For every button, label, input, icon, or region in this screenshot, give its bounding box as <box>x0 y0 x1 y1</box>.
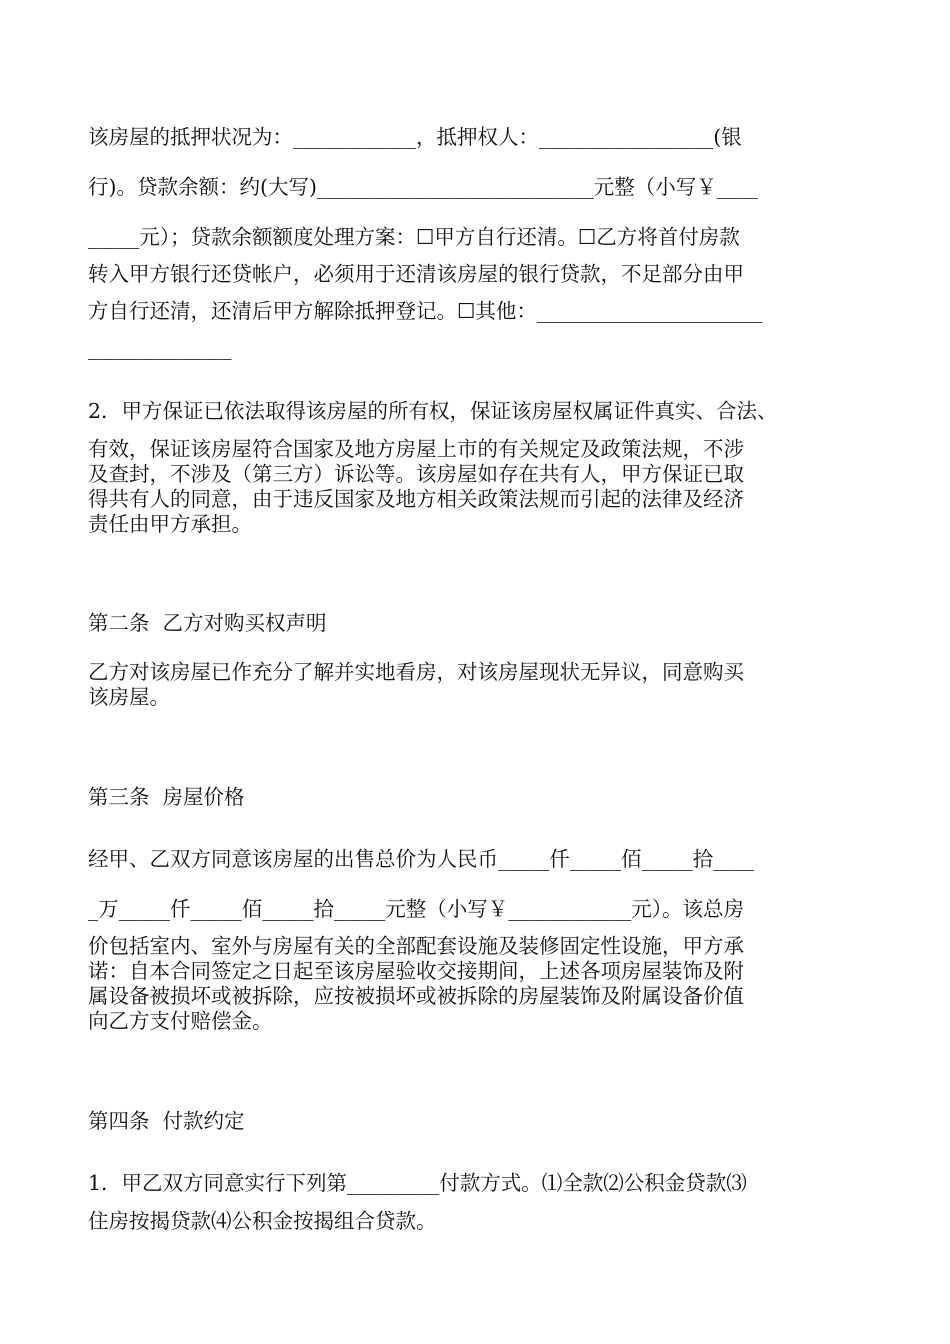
payment-method-line: 住房按揭贷款⑷公积金按揭组合贷款。 <box>88 1209 437 1233</box>
paragraph-line: 转入甲方银行还贷帐户，必须用于还清该房屋的银行贷款，不足部分由甲 <box>88 262 744 286</box>
price-line: _万_____仟_____佰_____拾_____元整（小写￥____________元）。该总房 <box>88 897 744 921</box>
clause-2-line: 2．甲方保证已依法取得该房屋的所有权，保证该房屋权属证件真实、合法、 <box>88 399 778 423</box>
price-line: 经甲、乙双方同意该房屋的出售总价为人民币_____仟_____佰_____拾____ <box>88 847 755 871</box>
paragraph-line: 方自行还清，还清后甲方解除抵押登记。☐其他：______________________ <box>88 299 763 323</box>
blank-line: ______________ <box>88 336 232 360</box>
paragraph-line: 向乙方支付赔偿金。 <box>88 1009 273 1033</box>
section-heading-article-2: 第二条 乙方对购买权声明 <box>88 611 327 635</box>
paragraph-line: 责任由甲方承担。 <box>88 512 252 536</box>
section-heading-article-4: 第四条 付款约定 <box>88 1109 245 1133</box>
paragraph-line: 价包括室内、室外与房屋有关的全部配套设施及装修固定性设施，甲方承 <box>88 934 744 958</box>
paragraph-line: 乙方对该房屋已作充分了解并实地看房，对该房屋现状无异议，同意购买 <box>88 660 744 684</box>
paragraph-line: 有效，保证该房屋符合国家及地方房屋上市的有关规定及政策法规，不涉 <box>88 437 744 461</box>
paragraph-line: 得共有人的同意，由于违反国家及地方相关政策法规而引起的法律及经济 <box>88 487 744 511</box>
paragraph-line: 及查封，不涉及（第三方）诉讼等。该房屋如存在共有人，甲方保证已取 <box>88 462 744 486</box>
mortgage-status-line: 该房屋的抵押状况为：____________，抵押权人：_________________(银 <box>88 125 742 149</box>
loan-balance-line: 行)。贷款余额：约(大写)___________________________元整（小写￥____ <box>88 175 758 199</box>
payment-method-line: 1．甲乙双方同意实行下列第_________付款方式。⑴全款⑵公积金贷款⑶ <box>88 1171 747 1195</box>
paragraph-line: 诺：自本合同签定之日起至该房屋验收交接期间，上述各项房屋装饰及附 <box>88 959 744 983</box>
section-heading-article-3: 第三条 房屋价格 <box>88 785 245 809</box>
loan-handling-plan-line: _____元）；贷款余额额度处理方案：☐甲方自行还清。☐乙方将首付房款 <box>88 225 740 249</box>
paragraph-line: 属设备被损坏或被拆除，应按被损坏或被拆除的房屋装饰及附属设备价值 <box>88 984 744 1008</box>
paragraph-line: 该房屋。 <box>88 685 170 709</box>
